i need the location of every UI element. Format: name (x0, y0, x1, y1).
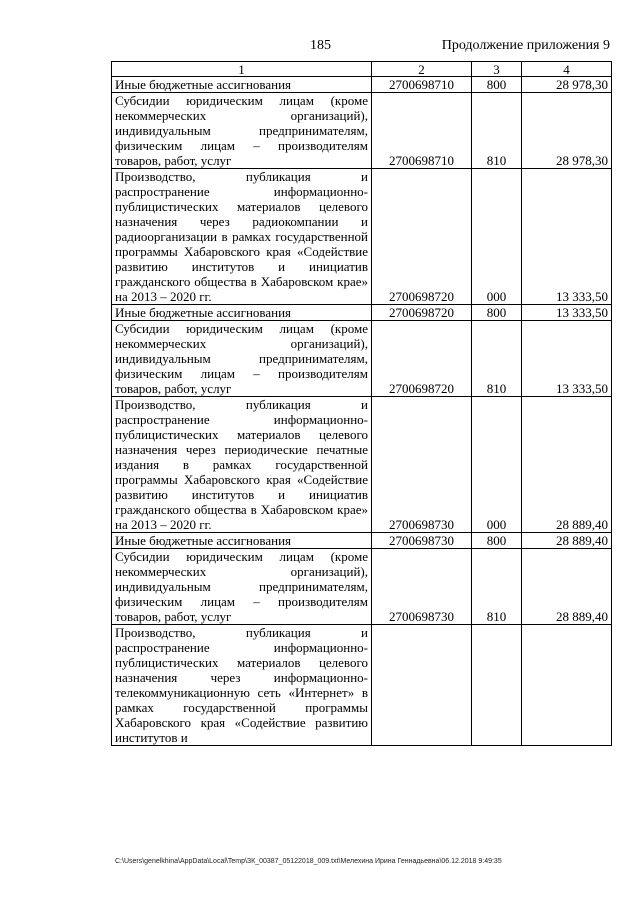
row-type: 800 (472, 533, 522, 549)
row-type (472, 625, 522, 746)
row-sum: 28 978,30 (522, 93, 612, 169)
row-sum (522, 625, 612, 746)
file-path-footer: C:\Users\genelkhina\AppData\Local\Temp\ЗК_00387_05122018_009.txt\Мелехина Ирина Геннадьевна\06.12.2018 9:49:35 (115, 858, 502, 865)
table-row (112, 549, 612, 625)
row-name: Иные бюджетные ассигнования (112, 77, 372, 93)
row-name: Иные бюджетные ассигнования (112, 533, 372, 549)
column-header: 4 (522, 62, 612, 77)
continuation-label: Продолжение приложения 9 (441, 38, 610, 53)
row-name: Производство, публикация и распространение информационно-публицистических материалов целевого назначения через информационно-телекоммуникационную сеть «Интернет» в рамках государственной программы Хабаровского края «Содействие развитию институтов и (112, 625, 372, 746)
row-type: 800 (472, 77, 522, 93)
row-sum: 13 333,50 (522, 305, 612, 321)
row-sum: 28 889,40 (522, 549, 612, 625)
table-row (112, 397, 612, 533)
row-sum: 13 333,50 (522, 169, 612, 305)
row-type: 800 (472, 305, 522, 321)
row-name: Производство, публикация и распространение информационно-публицистических материалов целевого назначения через радиокомпании и радиоорганизации в рамках государственной программы Хабаровского края «Содействие развитию институтов и инициатив гражданского общества в Хабаровском крае» на 2013 – 2020 гг. (112, 169, 372, 305)
row-sum: 13 333,50 (522, 321, 612, 397)
row-code: 2700698720 (372, 321, 472, 397)
row-code: 2700698720 (372, 305, 472, 321)
row-code: 2700698720 (372, 169, 472, 305)
row-name: Субсидии юридическим лицам (кроме некоммерческих организаций), индивидуальным предпринимателям, физическим лицам – производителям товаров, работ, услуг (112, 549, 372, 625)
table-header-row (112, 62, 612, 77)
row-name: Субсидии юридическим лицам (кроме некоммерческих организаций), индивидуальным предпринимателям, физическим лицам – производителям товаров, работ, услуг (112, 93, 372, 169)
row-code: 2700698710 (372, 77, 472, 93)
row-name: Производство, публикация и распространение информационно-публицистических материалов целевого назначения через периодические печатные издания в рамках государственной программы Хабаровского края «Содействие развитию институтов и инициатив гражданского общества в Хабаровском крае» на 2013 – 2020 гг. (112, 397, 372, 533)
row-code (372, 625, 472, 746)
table-row (112, 77, 612, 93)
row-code: 2700698710 (372, 93, 472, 169)
row-sum: 28 978,30 (522, 77, 612, 93)
row-type: 810 (472, 549, 522, 625)
row-name: Субсидии юридическим лицам (кроме некоммерческих организаций), индивидуальным предпринимателям, физическим лицам – производителям товаров, работ, услуг (112, 321, 372, 397)
row-name: Иные бюджетные ассигнования (112, 305, 372, 321)
column-header: 1 (112, 62, 372, 77)
table-row (112, 321, 612, 397)
column-header: 2 (372, 62, 472, 77)
row-type: 000 (472, 397, 522, 533)
table-row (112, 533, 612, 549)
row-code: 2700698730 (372, 549, 472, 625)
table-row (112, 305, 612, 321)
budget-table (111, 61, 612, 746)
row-code: 2700698730 (372, 533, 472, 549)
table-row (112, 625, 612, 746)
row-type: 810 (472, 93, 522, 169)
row-type: 000 (472, 169, 522, 305)
row-code: 2700698730 (372, 397, 472, 533)
row-sum: 28 889,40 (522, 397, 612, 533)
table-row (112, 169, 612, 305)
column-header: 3 (472, 62, 522, 77)
page-number: 185 (310, 38, 331, 53)
table-row (112, 93, 612, 169)
row-sum: 28 889,40 (522, 533, 612, 549)
row-type: 810 (472, 321, 522, 397)
